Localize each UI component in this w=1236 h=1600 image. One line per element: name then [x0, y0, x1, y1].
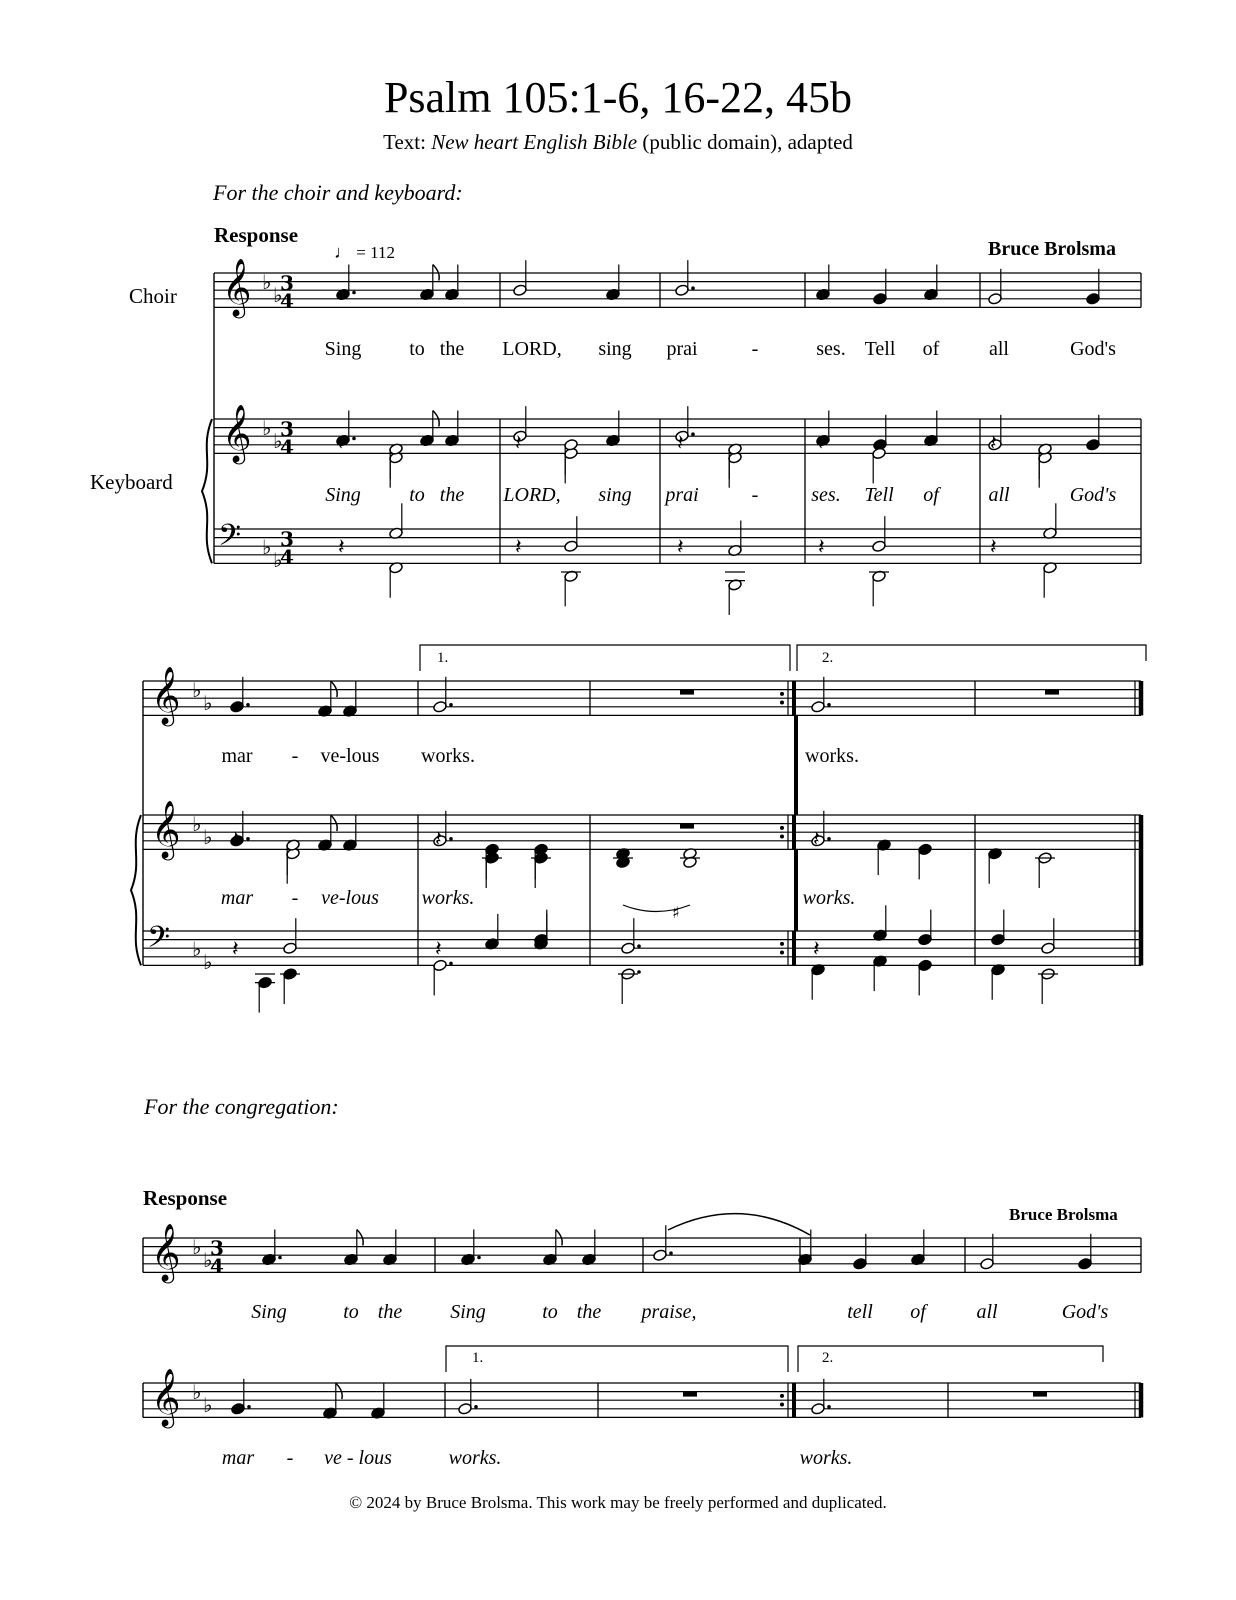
repeat-dot	[780, 1403, 784, 1407]
composer-credit: Bruce Brolsma	[988, 238, 1116, 260]
flat-icon: ♭	[203, 1248, 213, 1272]
note-dot	[827, 837, 831, 841]
repeat-dot	[780, 951, 784, 955]
lyric-syllable: ve - lous	[324, 1447, 392, 1469]
tempo-value: = 112	[356, 243, 395, 262]
flat-icon: ♭	[262, 270, 272, 294]
note-dot	[246, 703, 250, 707]
flat-icon: ♭	[273, 548, 283, 572]
volta-bracket	[797, 645, 1146, 671]
lyric-syllable: works.	[448, 1447, 502, 1469]
note-dot	[352, 437, 356, 441]
note-head	[811, 1402, 826, 1415]
lyric-syllable: all	[976, 1301, 998, 1323]
lyric-syllable: Tell	[864, 484, 894, 506]
treble-clef-icon: 𝄞	[222, 258, 252, 316]
repeat-dot	[780, 692, 784, 696]
lyric-syllable: Sing	[325, 484, 361, 506]
note-dot	[691, 432, 695, 436]
volta-bracket	[420, 645, 790, 671]
lyric-syllable: to	[409, 338, 425, 360]
lyric-syllable: the	[439, 338, 465, 360]
lyric-syllable: ses.	[811, 484, 841, 506]
lyric-syllable: prai	[666, 338, 698, 360]
lyric-syllable: God's	[1061, 1301, 1109, 1323]
quarter-rest: 𝄽	[232, 827, 239, 852]
flat-icon: ♭	[192, 1235, 202, 1259]
note-dot	[669, 1251, 673, 1255]
bass-clef-icon: 𝄢	[218, 519, 242, 560]
flat-icon: ♭	[192, 812, 202, 836]
lyric-syllable: to	[409, 484, 425, 506]
quarter-rest: 𝄽	[232, 937, 239, 962]
quarter-rest: 𝄽	[990, 431, 997, 456]
repeat-dot	[780, 826, 784, 830]
note-dot	[827, 1405, 831, 1409]
lyric-syllable: God's	[1070, 338, 1116, 360]
note-head	[873, 292, 888, 305]
note-head	[991, 933, 1006, 946]
time-signature-denominator: 4	[280, 435, 294, 459]
congregation-section-label: For the congregation:	[144, 1094, 339, 1119]
note-dot	[474, 1405, 478, 1409]
lyric-syllable: mar	[221, 745, 253, 767]
note-head	[918, 933, 933, 946]
flat-icon: ♭	[203, 1393, 213, 1417]
lyric-syllable: works.	[421, 745, 475, 767]
congregation-second-ending-label: 2.	[822, 1350, 834, 1366]
note-dot	[352, 291, 356, 295]
repeat-dot	[780, 942, 784, 946]
flat-icon: ♭	[262, 535, 272, 559]
lyric-syllable: Tell	[864, 338, 896, 360]
lyric-hyphen: -	[751, 484, 759, 506]
lyric-syllable: works.	[421, 887, 475, 909]
lyric-hyphen: -	[751, 338, 759, 360]
congregation-composer-credit: Bruce Brolsma	[1009, 1205, 1118, 1224]
note-dot	[246, 837, 250, 841]
note-head	[1086, 292, 1101, 305]
quarter-rest: 𝄽	[515, 535, 522, 560]
note-head	[458, 1402, 473, 1415]
note-head	[1041, 942, 1056, 955]
repeat-dot	[780, 1394, 784, 1398]
lyric-syllable: mar	[220, 887, 254, 909]
whole-rest	[680, 690, 694, 695]
lyric-syllable: of	[910, 1301, 926, 1323]
flat-icon: ♭	[273, 283, 283, 307]
lyric-syllable: of	[922, 338, 940, 360]
volta-bracket	[446, 1346, 788, 1372]
tie	[623, 905, 690, 912]
flat-icon: ♭	[203, 950, 213, 974]
treble-clef-icon: 𝄞	[151, 1368, 181, 1426]
sharp-icon: ♯	[672, 903, 680, 922]
congregation-response-label: Response	[143, 1186, 228, 1210]
quarter-rest: 𝄽	[338, 535, 345, 560]
treble-clef-icon: 𝄞	[222, 404, 252, 462]
first-ending-label: 1.	[437, 650, 449, 666]
quarter-note-icon: ♩	[334, 242, 352, 262]
note-head	[433, 700, 448, 713]
note-dot	[247, 1405, 251, 1409]
lyric-syllable: of	[923, 484, 939, 506]
lyric-syllable: works.	[799, 1447, 853, 1469]
lyric-syllable: Sing	[324, 338, 362, 360]
note-head	[564, 540, 579, 553]
quarter-rest: 𝄽	[435, 827, 442, 852]
time-signature-denominator: 4	[210, 1254, 224, 1278]
time-signature-denominator: 4	[280, 545, 294, 569]
note-dot	[449, 703, 453, 707]
note-head	[653, 1249, 668, 1262]
note-head	[918, 843, 933, 856]
note-dot	[449, 837, 453, 841]
note-dot	[637, 970, 641, 974]
page-title: Psalm 105:1-6, 16-22, 45b	[383, 73, 853, 122]
lyric-syllable: Sing	[450, 1301, 486, 1323]
note-dot	[278, 1256, 282, 1260]
time-signature-numerator: 3	[280, 271, 294, 295]
lyric-syllable: tell	[847, 1301, 873, 1323]
lyric-syllable: LORD,	[502, 338, 562, 360]
note-head	[872, 447, 887, 460]
lyric-syllable: sing	[598, 484, 632, 506]
volta-bracket	[798, 1346, 1103, 1372]
note-dot	[637, 944, 641, 948]
lyric-syllable: the	[576, 1301, 602, 1323]
grand-staff-brace	[131, 815, 141, 965]
quarter-rest: 𝄽	[435, 937, 442, 962]
choir-staff-name: Choir	[129, 284, 177, 308]
note-head	[853, 1257, 868, 1270]
time-signature-numerator: 3	[280, 527, 294, 551]
quarter-rest: 𝄽	[813, 827, 820, 852]
flat-icon: ♭	[273, 429, 283, 453]
lyric-syllable: prai	[665, 484, 699, 506]
note-head	[513, 284, 528, 297]
lyric-syllable: Sing	[251, 1301, 287, 1323]
treble-clef-icon: 𝄞	[151, 1223, 181, 1281]
whole-rest	[1033, 1392, 1047, 1397]
flat-icon: ♭	[192, 937, 202, 961]
lyric-syllable: sing	[598, 338, 632, 360]
choir-section-label: For the choir and keyboard:	[213, 180, 463, 205]
note-head	[988, 292, 1003, 305]
lyric-syllable: works.	[802, 887, 856, 909]
text-label: Text:	[383, 130, 426, 154]
time-signature-numerator: 3	[210, 1236, 224, 1260]
choir-response-label: Response	[214, 223, 299, 247]
note-head	[872, 540, 887, 553]
lyric-hyphen: -	[286, 1447, 294, 1469]
slur	[668, 1214, 810, 1235]
lyric-syllable: ve-lous	[320, 745, 380, 767]
repeat-dot	[780, 701, 784, 705]
note-head	[230, 700, 245, 713]
copyright-notice: © 2024 by Bruce Brolsma. This work may be freely performed and duplicated.	[349, 1493, 887, 1512]
lyric-hyphen: -	[291, 745, 299, 767]
lyric-syllable: the	[377, 1301, 403, 1323]
time-signature-numerator: 3	[280, 417, 294, 441]
quarter-rest: 𝄽	[818, 431, 825, 456]
note-head	[1078, 1257, 1093, 1270]
repeat-dot	[780, 835, 784, 839]
flat-icon: ♭	[192, 1380, 202, 1404]
quarter-rest: 𝄽	[338, 431, 345, 456]
lyric-syllable: to	[542, 1301, 558, 1323]
note-head	[980, 1257, 995, 1270]
treble-clef-icon: 𝄞	[151, 800, 181, 858]
quarter-rest: 𝄽	[818, 535, 825, 560]
time-signature-denominator: 4	[280, 289, 294, 313]
quarter-rest: 𝄽	[677, 535, 684, 560]
quarter-rest: 𝄽	[990, 535, 997, 560]
note-dot	[477, 1256, 481, 1260]
flat-icon: ♭	[192, 678, 202, 702]
lyric-syllable: to	[343, 1301, 359, 1323]
bass-clef-icon: 𝄢	[147, 921, 171, 962]
note-head	[621, 942, 636, 955]
lyric-syllable: praise,	[641, 1301, 697, 1323]
flat-icon: ♭	[203, 691, 213, 715]
note-head	[283, 942, 298, 955]
lyric-syllable: mar	[221, 1447, 255, 1469]
note-dot	[691, 286, 695, 290]
lyric-hyphen: -	[291, 887, 299, 909]
note-head	[918, 959, 933, 972]
second-ending-label: 2.	[822, 650, 834, 666]
keyboard-staff-name: Keyboard	[90, 470, 173, 494]
whole-rest	[683, 1392, 697, 1397]
lyric-syllable: works.	[805, 745, 859, 767]
note-head	[1086, 438, 1101, 451]
whole-rest	[680, 824, 694, 829]
grand-staff-brace	[202, 419, 212, 563]
lyric-syllable: God's	[1069, 484, 1117, 506]
lyric-syllable: LORD,	[503, 484, 561, 506]
congregation-first-ending-label: 1.	[472, 1350, 484, 1366]
text-note: (public domain), adapted	[642, 130, 853, 154]
flat-icon: ♭	[262, 416, 272, 440]
note-head	[675, 284, 690, 297]
note-head	[811, 700, 826, 713]
flat-icon: ♭	[203, 825, 213, 849]
quarter-rest: 𝄽	[677, 431, 684, 456]
lyric-syllable: ve-lous	[321, 887, 379, 909]
whole-rest	[1045, 690, 1059, 695]
treble-clef-icon: 𝄞	[151, 666, 181, 724]
lyric-syllable: ses.	[816, 338, 846, 360]
lyric-syllable: all	[988, 484, 1010, 506]
note-dot	[449, 962, 453, 966]
note-dot	[827, 703, 831, 707]
lyric-syllable: all	[989, 338, 1009, 360]
note-head	[231, 1402, 246, 1415]
quarter-rest: 𝄽	[515, 431, 522, 456]
text-source: New heart English Bible	[431, 130, 638, 154]
quarter-rest: 𝄽	[813, 937, 820, 962]
lyric-syllable: the	[439, 484, 465, 506]
